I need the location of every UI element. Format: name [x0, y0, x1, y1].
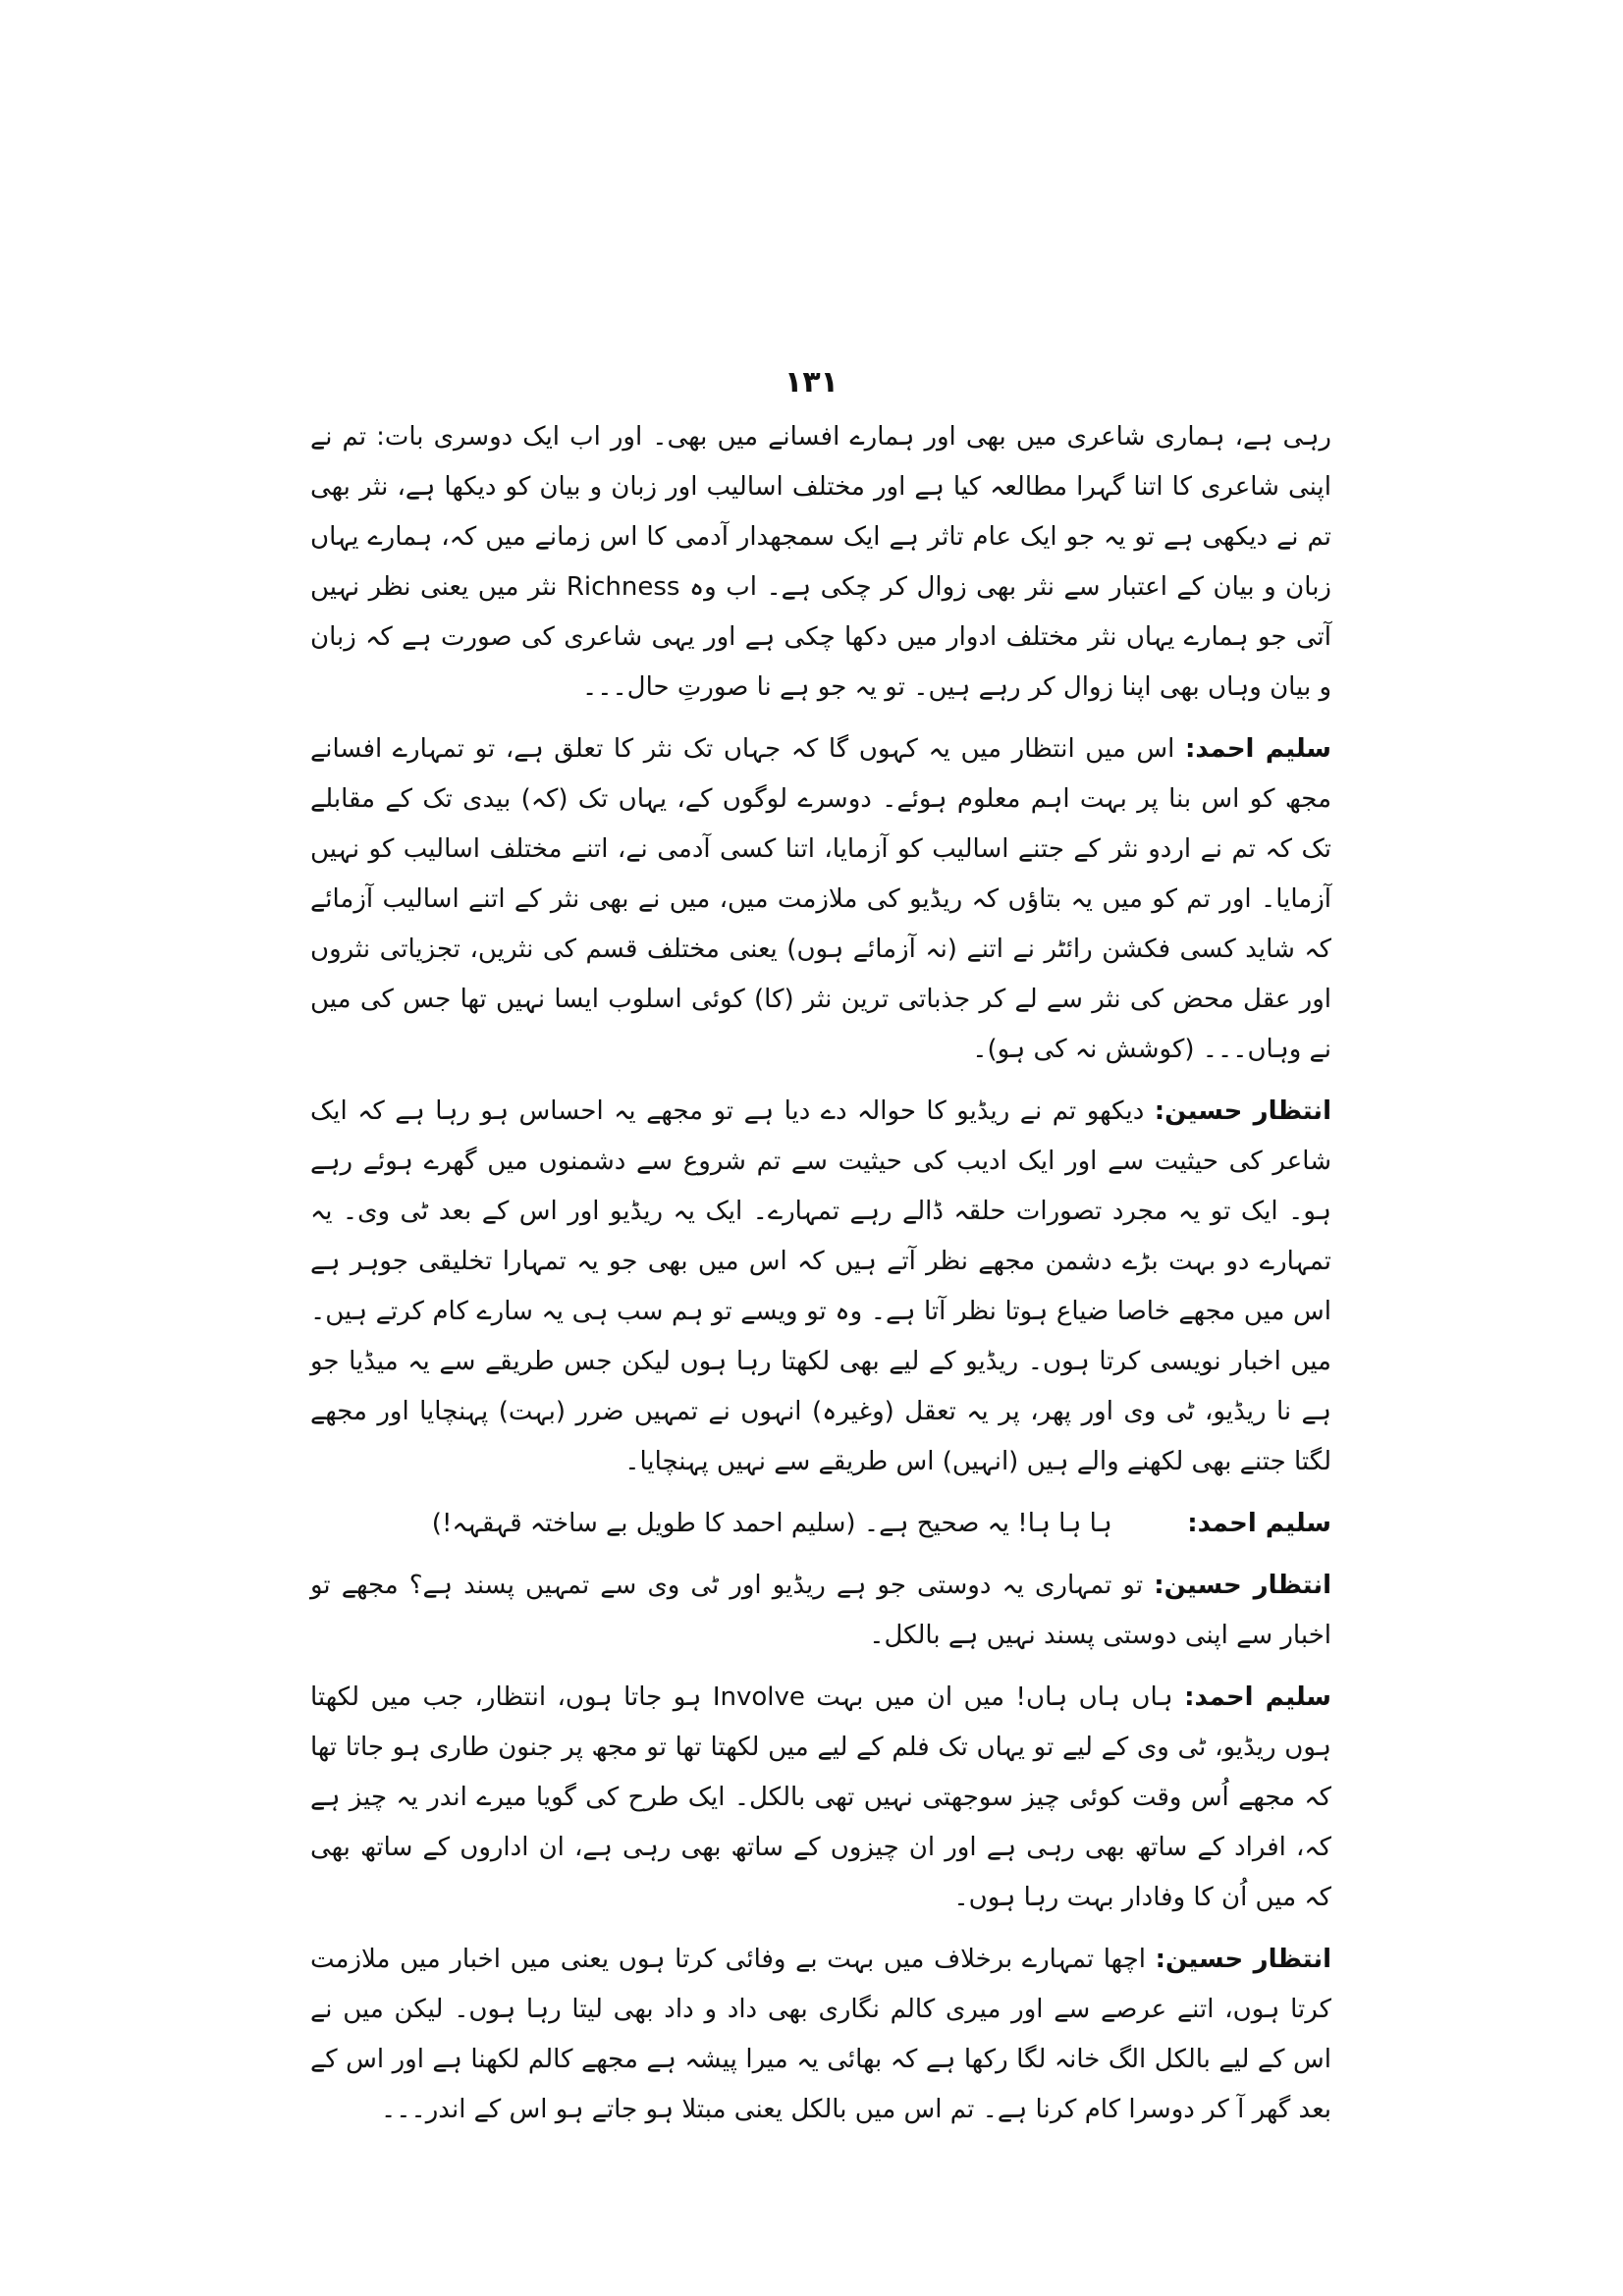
paragraph [310, 1561, 1331, 1661]
speaker-name: سلیم احمد: [1187, 1509, 1331, 1538]
paragraph-text: رہی ہے، ہماری شاعری میں بھی اور ہمارے افسانے میں بھی۔ اور اب ایک دوسری بات: تم نے اپنی شاعری کا اتنا گہرا مطالعہ کیا ہے اور مختلف اسالیب اور زبان و بیان کو دیکھا ہے، نثر بھی تم نے دیکھی ہے تو یہ جو ایک عام تاثر ہے ایک سمجھدار آدمی کا اس زمانے میں کہ، ہمارے یہاں زبان و بیان کے اعتبار سے نثر بھی زوال کر چکی ہے۔ اب وہ Richness نثر میں یعنی نظر نہیں آتی جو ہمارے یہاں نثر مختلف ادوار میں دکھا چکی ہے اور یہی شاعری کی صورت ہے کہ زبان و بیان وہاں بھی اپنا زوال کر رہے ہیں۔ تو یہ جو ہے نا صورتِ حال۔۔۔ [310, 422, 1331, 702]
paragraph [310, 412, 1331, 713]
paragraph-text: ہا ہا ہا! یہ صحیح ہے۔ (سلیم احمد کا طویل بے ساختہ قہقہہ!) [431, 1509, 1112, 1538]
paragraph-text: اس میں انتظار میں یہ کہوں گا کہ جہاں تک نثر کا تعلق ہے، تو تمہارے افسانے مجھ کو اس بنا پر بہت اہم معلوم ہوئے۔ دوسرے لوگوں کے، یہاں تک (کہ) بیدی تک کے مقابلے تک کہ تم نے اردو نثر کے جتنے اسالیب کو آزمایا، اتنا کسی آدمی نے، اتنے مختلف اسالیب کو نہیں آزمایا۔ اور تم کو میں یہ بتاؤں کہ ریڈیو کی ملازمت میں، میں نے بھی نثر کے اتنے اسالیب آزمائے کہ شاید کسی فکشن رائٹر نے اتنے (نہ آزمائے ہوں) یعنی مختلف قسم کی نثریں، تجزیاتی نثروں اور عقل محض کی نثر سے لے کر جذباتی ترین نثر (کا) کوئی اسلوب ایسا نہیں تھا جس کی میں نے وہاں۔۔۔ (کوشش نہ کی ہو)۔ [310, 734, 1331, 1064]
paragraph [310, 1087, 1331, 1487]
paragraph [310, 1673, 1331, 1923]
paragraph-text: ہاں ہاں ہاں! میں ان میں بہت Involve ہو جاتا ہوں، انتظار، جب میں لکھتا ہوں ریڈیو، ٹی وی کے لیے تو یہاں تک فلم کے لیے میں لکھتا تھا تو مجھ پر جنون طاری ہو جاتا تھا کہ مجھے اُس وقت کوئی چیز سوجھتی نہیں تھی بالکل۔ ایک طرح کی گویا میرے اندر یہ چیز ہے کہ، افراد کے ساتھ بھی رہی ہے اور ان چیزوں کے ساتھ بھی رہی ہے، ان اداروں کے ساتھ بھی کہ میں اُن کا وفادار بہت رہا ہوں۔ [310, 1682, 1331, 1912]
paragraph-text: تو تمہاری یہ دوستی جو ہے ریڈیو اور ٹی وی سے تمہیں پسند ہے؟ مجھے تو اخبار سے اپنی دوستی پسند نہیں ہے بالکل۔ [310, 1571, 1331, 1650]
page-number: ۱۳۱ [784, 365, 839, 400]
speaker-name: انتظار حسین: [1154, 1096, 1331, 1126]
speaker-name: انتظار حسین: [1155, 1945, 1331, 1974]
paragraph-text: اچھا تمہارے برخلاف میں بہت بے وفائی کرتا ہوں یعنی میں اخبار میں ملازمت کرتا ہوں، اتنے عرصے سے اور میری کالم نگاری بھی داد و داد بھی لیتا رہا ہوں۔ لیکن میں نے اس کے لیے بالکل الگ خانہ لگا رکھا ہے کہ بھائی یہ میرا پیشہ ہے مجھے کالم لکھنا ہے اور اس کے بعد گھر آ کر دوسرا کام کرنا ہے۔ تم اس میں بالکل یعنی مبتلا ہو جاتے ہو اس کے اندر۔۔۔ [310, 1945, 1331, 2124]
speaker-name: سلیم احمد: [1184, 734, 1332, 764]
speaker-name: سلیم احمد: [1184, 1682, 1331, 1712]
body-text [310, 412, 1331, 2147]
paragraph-text: دیکھو تم نے ریڈیو کا حوالہ دے دیا ہے تو مجھے یہ احساس ہو رہا ہے کہ ایک شاعر کی حیثیت سے اور ایک ادیب کی حیثیت سے تم شروع سے دشمنوں میں گھرے ہوئے رہے ہو۔ ایک تو یہ مجرد تصورات حلقہ ڈالے رہے تمہارے۔ ایک یہ ریڈیو اور اس کے بعد ٹی وی۔ یہ تمہارے دو بہت بڑے دشمن مجھے نظر آتے ہیں کہ اس میں بھی جو یہ تمہارا تخلیقی جوہر ہے اس میں مجھے خاصا ضیاع ہوتا نظر آتا ہے۔ وہ تو ویسے تو ہم سب ہی یہ سارے کام کرتے ہیں۔ میں اخبار نویسی کرتا ہوں۔ ریڈیو کے لیے بھی لکھتا رہا ہوں لیکن جس طریقے سے یہ میڈیا جو ہے نا ریڈیو، ٹی وی اور پھر، پر یہ تعقل (وغیرہ) انہوں نے تمہیں ضرر (بہت) پہنچایا اور مجھے لگتا جتنے بھی لکھنے والے ہیں (انہیں) اس طریقے سے نہیں پہنچایا۔ [310, 1096, 1331, 1476]
paragraph [310, 1499, 1331, 1549]
paragraph [310, 724, 1331, 1075]
paragraph [310, 1935, 1331, 2135]
speaker-name: انتظار حسین: [1154, 1571, 1331, 1600]
